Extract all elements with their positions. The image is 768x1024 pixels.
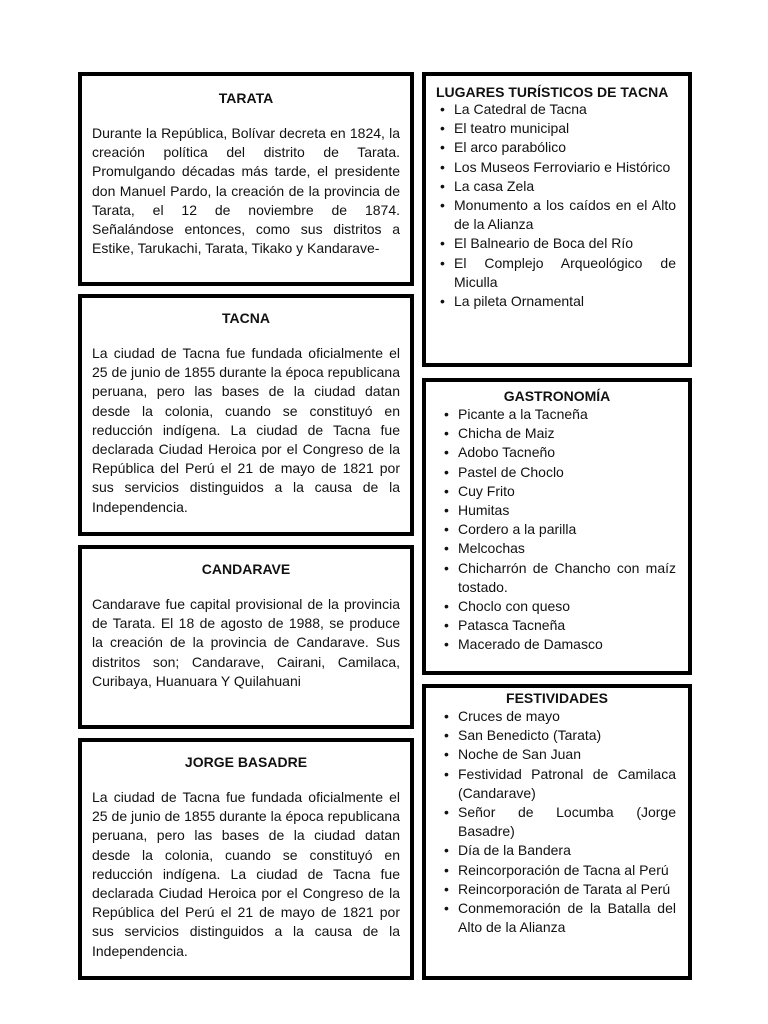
candarave-card [78, 545, 414, 729]
list-item: • Pastel de Choclo [438, 463, 676, 482]
tourist-places-list [434, 100, 676, 311]
tourist-places-title: LUGARES TURÍSTICOS DE TACNA [436, 84, 669, 100]
list-item: • Picante a la Tacneña [438, 405, 676, 424]
list-item: • La casa Zela [434, 177, 676, 196]
list-item: • Melcochas [438, 539, 676, 558]
jorge-basadre-text: La ciudad de Tacna fue fundada oficialmente el 25 de junio de 1855 durante la época republicana peruana, pero las bases de la ciudad datan desde la colonia, cuando se constituyó en reducción indígena. La ciudad de Tacna fue declarada Ciudad Heroica por el Congreso de la República del Perú el 21 de mayo de 1821 por sus servicios distinguidos a la causa de la Independencia. [92, 789, 400, 959]
list-item: • El arco parabólico [434, 138, 676, 157]
festivities-card [422, 684, 692, 980]
list-item: • Adobo Tacneño [438, 443, 676, 462]
candarave-text: Candarave fue capital provisional de la provincia de Tarata. El 18 de agosto de 1988, se produce la creación de la provincia de Candarave. Sus distritos son; Candarave, Cairani, Camilaca, Curibaya, Huanuara Y Quilahuani [92, 596, 400, 689]
list-item: • Festividad Patronal de Camilaca (Candarave) [438, 765, 676, 803]
list-item: • Los Museos Ferroviario e Histórico [434, 158, 676, 177]
gastronomy-title: GASTRONOMÍA [503, 388, 611, 404]
list-item: • Patasca Tacneña [438, 616, 676, 635]
gastronomy-card [422, 378, 692, 675]
list-item: • La Catedral de Tacna [434, 100, 676, 119]
list-item: • Chicha de Maiz [438, 424, 676, 443]
list-item: • Chicharrón de Chancho con maíz tostado. [438, 559, 676, 597]
list-item: • Cordero a la parilla [438, 520, 676, 539]
jorge-basadre-title: JORGE BASADRE [184, 754, 308, 770]
list-item: • Conmemoración de la Batalla del Alto de la Alianza [438, 899, 676, 937]
tourist-places-card [422, 72, 692, 367]
list-item: • Día de la Bandera [438, 841, 676, 860]
list-item: • Choclo con queso [438, 597, 676, 616]
list-item: • Cruces de mayo [438, 707, 676, 726]
list-item: • Reincorporación de Tarata al Perú [438, 880, 676, 899]
list-item: • Macerado de Damasco [438, 635, 676, 654]
tacna-text: La ciudad de Tacna fue fundada oficialmente el 25 de junio de 1855 durante la época republicana peruana, pero las bases de la ciudad datan desde la colonia, cuando se constituyó en reducción indígena. La ciudad de Tacna fue declarada Ciudad Heroica por el Congreso de la República del Perú el 21 de mayo de 1821 por sus servicios distinguidos a la causa de la Independencia. [92, 345, 400, 515]
tacna-card [78, 294, 414, 536]
list-item: • Monumento a los caídos en el Alto de la Alianza [434, 196, 676, 234]
tarata-text: Durante la República, Bolívar decreta en 1824, la creación política del distrito de Tarata. Promulgando décadas más tarde, el presidente don Manuel Pardo, la creación de la provincia de Tarata, el 12 de noviembre de 1874. Señalándose entonces, como sus distritos a Estike, Tarukachi, Tarata, Tikako y Kandarave- [92, 125, 400, 257]
list-item: • El teatro municipal [434, 119, 676, 138]
list-item: • La pileta Ornamental [434, 292, 676, 311]
list-item: • El Balneario de Boca del Río [434, 234, 676, 253]
list-item: • Reincorporación de Tacna al Perú [438, 861, 676, 880]
tarata-title: TARATA [218, 90, 274, 106]
tarata-card [78, 72, 414, 286]
list-item: • Cuy Frito [438, 482, 676, 501]
festivities-title: FESTIVIDADES [506, 690, 608, 706]
list-item: • El Complejo Arqueológico de Miculla [434, 254, 676, 292]
list-item: • San Benedicto (Tarata) [438, 726, 676, 745]
candarave-title: CANDARAVE [201, 561, 291, 577]
list-item: • Señor de Locumba (Jorge Basadre) [438, 803, 676, 841]
festivities-list [438, 707, 676, 937]
gastronomy-list [438, 405, 676, 655]
list-item: • Humitas [438, 501, 676, 520]
list-item: • Noche de San Juan [438, 745, 676, 764]
jorge-basadre-card [78, 738, 414, 980]
tacna-title: TACNA [222, 310, 270, 326]
